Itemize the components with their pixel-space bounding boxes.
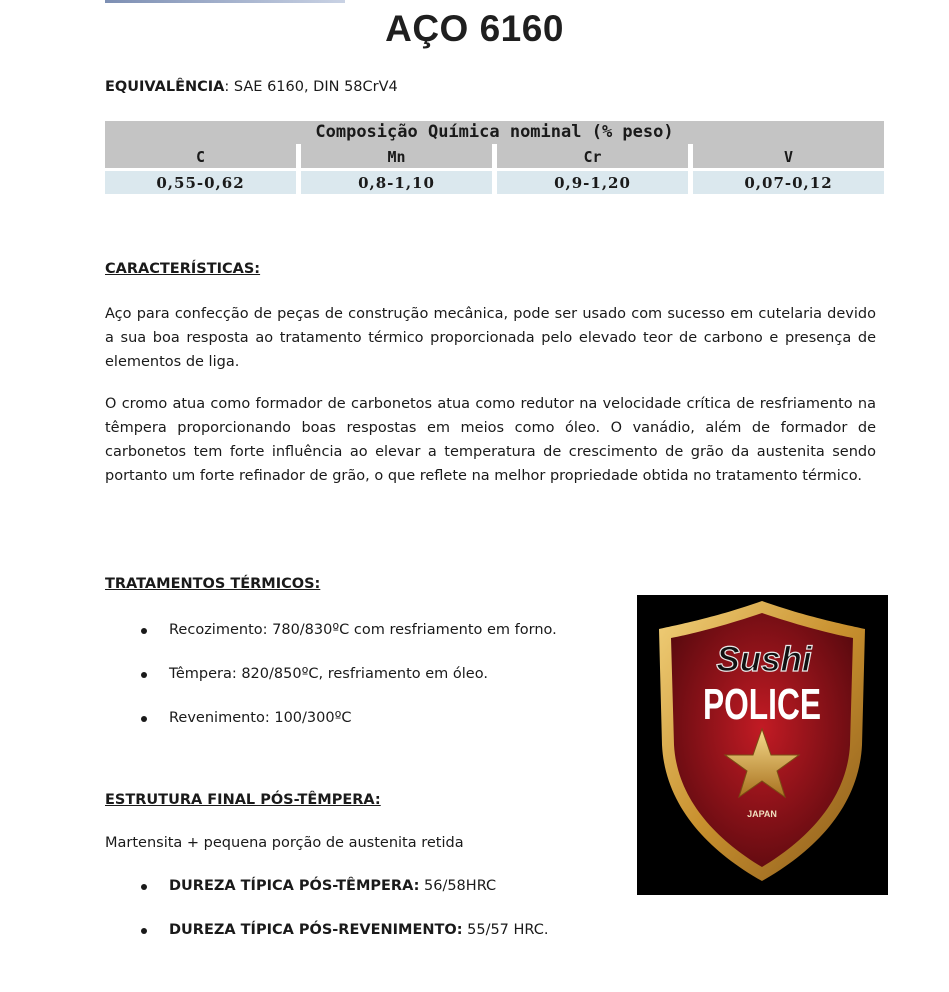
- estrutura-heading: ESTRUTURA FINAL PÓS-TÊMPERA:: [105, 792, 381, 808]
- bullet-icon: [141, 672, 147, 678]
- top-decoration-bar: [105, 0, 345, 3]
- list-item: [105, 876, 549, 896]
- header-cell-cr: Cr: [497, 144, 688, 168]
- bullet-icon: [141, 884, 147, 890]
- composition-values-row: [105, 171, 884, 194]
- dureza-list: [105, 876, 549, 940]
- badge-line-1: Sushi: [716, 640, 812, 679]
- dureza-label: DUREZA TÍPICA PÓS-TÊMPERA:: [169, 878, 420, 894]
- list-item: [105, 708, 557, 728]
- equivalence-value: : SAE 6160, DIN 58CrV4: [224, 79, 398, 95]
- list-item: [105, 664, 557, 684]
- badge-line-2: POLICE: [703, 680, 821, 729]
- page-title: AÇO 6160: [385, 8, 564, 49]
- composition-title: Composição Química nominal (% peso): [105, 121, 884, 144]
- tratamentos-heading: TRATAMENTOS TÉRMICOS:: [105, 576, 321, 592]
- bullet-icon: [141, 716, 147, 722]
- list-item-text: Têmpera: 820/850ºC, resfriamento em óleo.: [169, 666, 488, 682]
- dureza-label: DUREZA TÍPICA PÓS-REVENIMENTO:: [169, 922, 463, 938]
- bullet-icon: [141, 628, 147, 634]
- header-cell-c: C: [105, 144, 296, 168]
- composition-header-row: [105, 144, 884, 168]
- list-item: [105, 620, 557, 640]
- equivalence-label: EQUIVALÊNCIA: [105, 79, 225, 95]
- estrutura-text: Martensita + pequena porção de austenita retida: [105, 835, 464, 851]
- sushi-police-badge: [637, 595, 888, 895]
- shield-logo-icon: [637, 595, 888, 895]
- caracteristicas-paragraph-1: Aço para confecção de peças de construção mecânica, pode ser usado com sucesso em cutelaria devido a sua boa resposta ao tratamento térmico proporcionada pelo elevado teor de carbono e presença de elementos de liga.: [105, 306, 876, 370]
- value-cell-mn: 0,8-1,10: [301, 171, 492, 194]
- caracteristicas-heading: CARACTERÍSTICAS:: [105, 261, 261, 277]
- composition-table: [105, 121, 884, 194]
- value-cell-c: 0,55-0,62: [105, 171, 296, 194]
- tratamentos-list: [105, 620, 557, 728]
- header-cell-mn: Mn: [301, 144, 492, 168]
- equivalence-line: [105, 79, 398, 95]
- list-item-text: Recozimento: 780/830ºC com resfriamento em forno.: [169, 622, 557, 638]
- value-cell-v: 0,07-0,12: [693, 171, 884, 194]
- caracteristicas-paragraph-2: O cromo atua como formador de carbonetos atua como redutor na velocidade crítica de resfriamento na têmpera proporcionando boas respostas em meios como óleo. O vanádio, além de formador de carbonetos tem forte influência ao elevar a temperatura de crescimento de grão da austenita sendo portanto um forte refinador de grão, o que reflete na melhor propriedade obtida no tratamento térmico.: [105, 396, 876, 484]
- dureza-value: 55/57 HRC.: [462, 922, 549, 938]
- list-item-text: Revenimento: 100/300ºC: [169, 710, 352, 726]
- dureza-value: 56/58HRC: [419, 878, 497, 894]
- list-item: [105, 920, 549, 940]
- bullet-icon: [141, 928, 147, 934]
- value-cell-cr: 0,9-1,20: [497, 171, 688, 194]
- header-cell-v: V: [693, 144, 884, 168]
- badge-line-3: JAPAN: [747, 809, 777, 819]
